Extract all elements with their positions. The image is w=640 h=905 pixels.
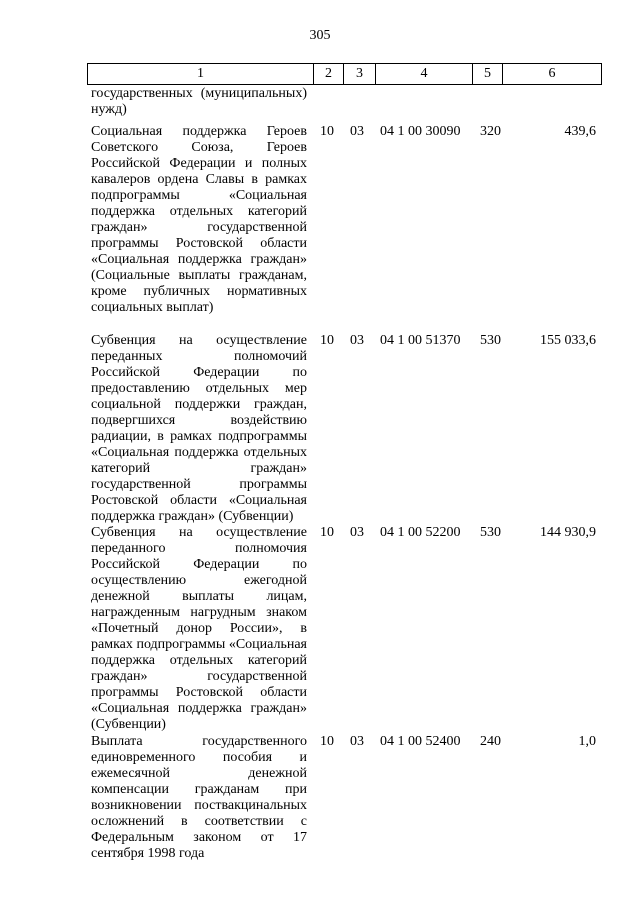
continuation-text: государственных (муниципальных) нужд) xyxy=(91,86,307,117)
row-3-text: Субвенция на осуществление переданного полномочия Российской Федерации по осуществлению ежегодной денежной выплаты лицам, награжденным нагрудным знаком «Почетный донор России», в рамках подпрограммы «Социальная поддержка отдельных категорий граждан» государственной программы Ростовской области «Социальная поддержка граждан» (Субвенции) xyxy=(91,525,307,732)
row-4-c5: 240 xyxy=(480,734,501,749)
header-col-4: 4 xyxy=(375,64,472,84)
header-col-5: 5 xyxy=(472,64,502,84)
row-4-text: Выплата государственного единовременного пособия и ежемесячной денежной компенсации гражданам при возникновении поствакцинальных осложнений в соответствии с Федеральным законом от 17 сентября 1998 года xyxy=(91,734,307,861)
row-1-c6: 439,6 xyxy=(564,124,596,139)
row-3-c6: 144 930,9 xyxy=(540,525,596,540)
row-2-text: Субвенция на осуществление переданных полномочий Российской Федерации по предоставлению отдельных мер социальной поддержки граждан, подвергшихся воздействию радиации, в рамках подпрограммы «Социальная поддержка отдельных категорий граждан» государственной программы Ростовской области «Социальная поддержка граждан» (Субвенции) xyxy=(91,333,307,524)
row-2-c5: 530 xyxy=(480,333,501,348)
header-col-3: 3 xyxy=(343,64,375,84)
row-3-c2: 10 xyxy=(320,525,334,540)
row-2-c2: 10 xyxy=(320,333,334,348)
header-col-6: 6 xyxy=(502,64,601,84)
page-number: 305 xyxy=(309,28,331,43)
row-2-c6: 155 033,6 xyxy=(540,333,596,348)
row-4-c6: 1,0 xyxy=(578,734,596,749)
row-3-c4: 04 1 00 52200 xyxy=(380,525,461,540)
row-1-c5: 320 xyxy=(480,124,501,139)
row-1-c4: 04 1 00 30090 xyxy=(380,124,461,139)
row-3-c5: 530 xyxy=(480,525,501,540)
header-col-2: 2 xyxy=(313,64,343,84)
row-2-c3: 03 xyxy=(350,333,364,348)
row-1-c3: 03 xyxy=(350,124,364,139)
row-4-c2: 10 xyxy=(320,734,334,749)
header-col-1: 1 xyxy=(197,66,204,81)
row-1-text: Социальная поддержка Героев Советского Союза, Героев Российской Федерации и полных кавалеров ордена Славы в рамках подпрограммы «Социальная поддержка отдельных категорий граждан» государственной программы Ростовской области «Социальная поддержка граждан» (Социальные выплаты гражданам, кроме публичных нормативных социальных выплат) xyxy=(91,124,307,315)
row-2-c4: 04 1 00 51370 xyxy=(380,333,461,348)
row-3-c3: 03 xyxy=(350,525,364,540)
row-4-c4: 04 1 00 52400 xyxy=(380,734,461,749)
table-header xyxy=(87,63,602,85)
row-1-c2: 10 xyxy=(320,124,334,139)
row-4-c3: 03 xyxy=(350,734,364,749)
